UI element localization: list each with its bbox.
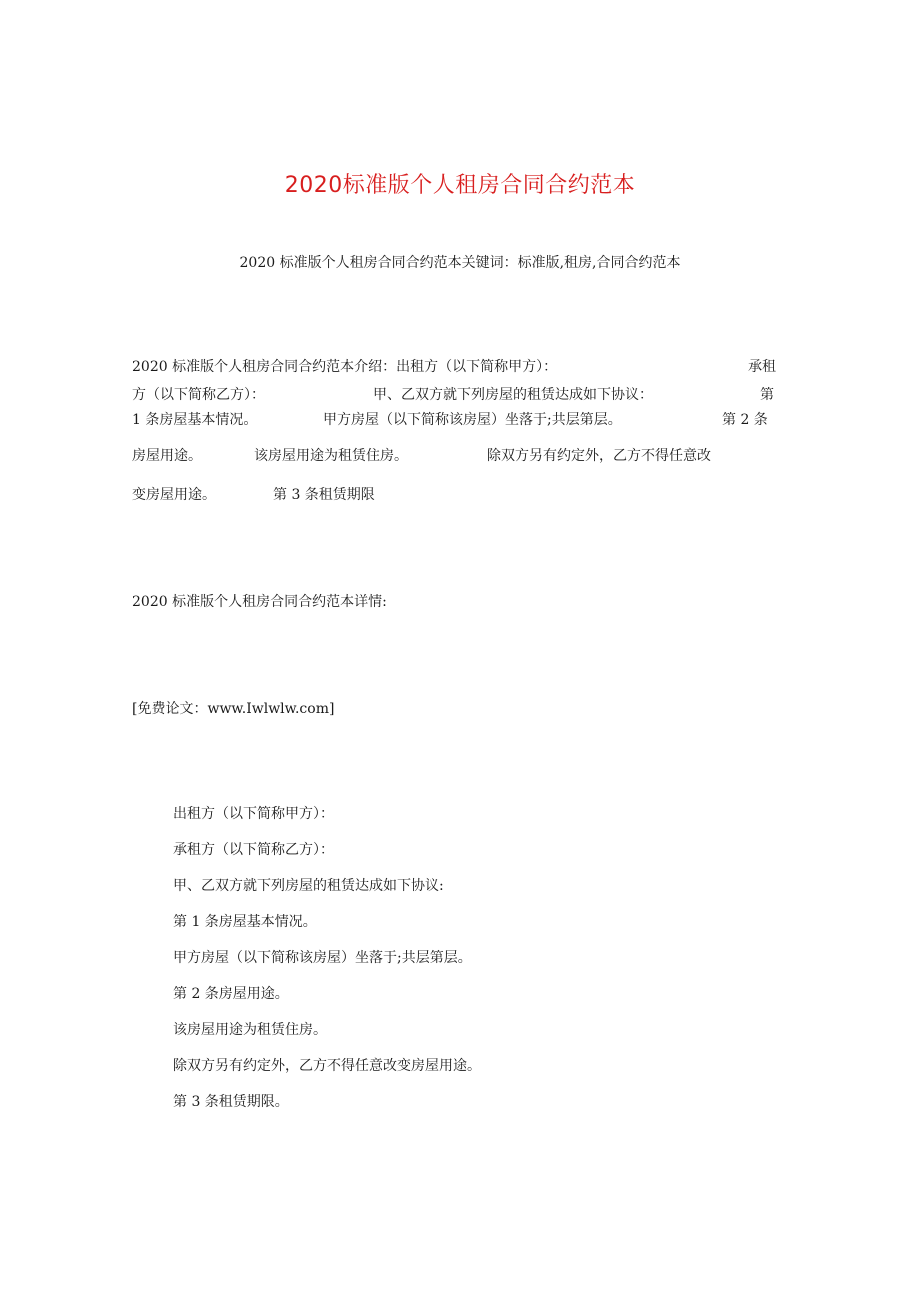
intro-text: 1 条房屋基本情况。 [132,412,258,428]
clause-item: 第 3 条租赁期限。 [173,1094,289,1110]
intro-text: 第 3 条租赁期限 [273,487,375,503]
intro-text: 该房屋用途为租赁住房。 [254,448,408,464]
clause-item: 出租方（以下简称甲方）： [173,806,334,822]
clause-item: 甲方房屋（以下简称该房屋）坐落于;共层第层。 [173,950,472,966]
page-title: 2020标准版个人租房合同合约范本 [284,173,636,198]
intro-text: 2020 标准版个人租房合同合约范本介绍：出租方（以下简称甲方）： [132,359,558,375]
details-heading: 2020 标准版个人租房合同合约范本详情: [132,594,387,610]
intro-text: 甲方房屋（以下简称该房屋）坐落于;共层第层。 [323,412,622,428]
clause-item: 承租方（以下简称乙方）： [173,842,334,858]
intro-text: 承租 [748,359,776,375]
intro-text: 第 2 条 [722,412,768,428]
keywords-line: 2020 标准版个人租房合同合约范本关键词：标准版,租房,合同合约范本 [239,255,681,271]
clause-item: 第 1 条房屋基本情况。 [173,914,317,930]
source-link[interactable]: [免费论文：www.Iwlwlw.com] [132,701,335,717]
intro-text: 方（以下简称乙方）： [132,387,265,403]
intro-line-4 [132,445,782,465]
intro-text: 第 [760,387,774,403]
intro-line-5 [132,484,782,504]
intro-text: 除双方另有约定外，乙方不得任意改 [487,448,711,464]
intro-text: 房屋用途。 [132,448,202,464]
clause-item: 甲、乙双方就下列房屋的租赁达成如下协议: [173,878,444,894]
intro-text: 甲、乙双方就下列房屋的租赁达成如下协议： [373,387,653,403]
clause-item: 该房屋用途为租赁住房。 [173,1022,327,1038]
intro-line-3 [132,409,782,429]
intro-line-1 [132,356,782,376]
clause-item: 第 2 条房屋用途。 [173,986,289,1002]
intro-line-2 [132,384,782,404]
clause-item: 除双方另有约定外，乙方不得任意改变房屋用途。 [173,1058,481,1074]
clause-list [173,804,481,1128]
intro-text: 变房屋用途。 [132,487,216,503]
